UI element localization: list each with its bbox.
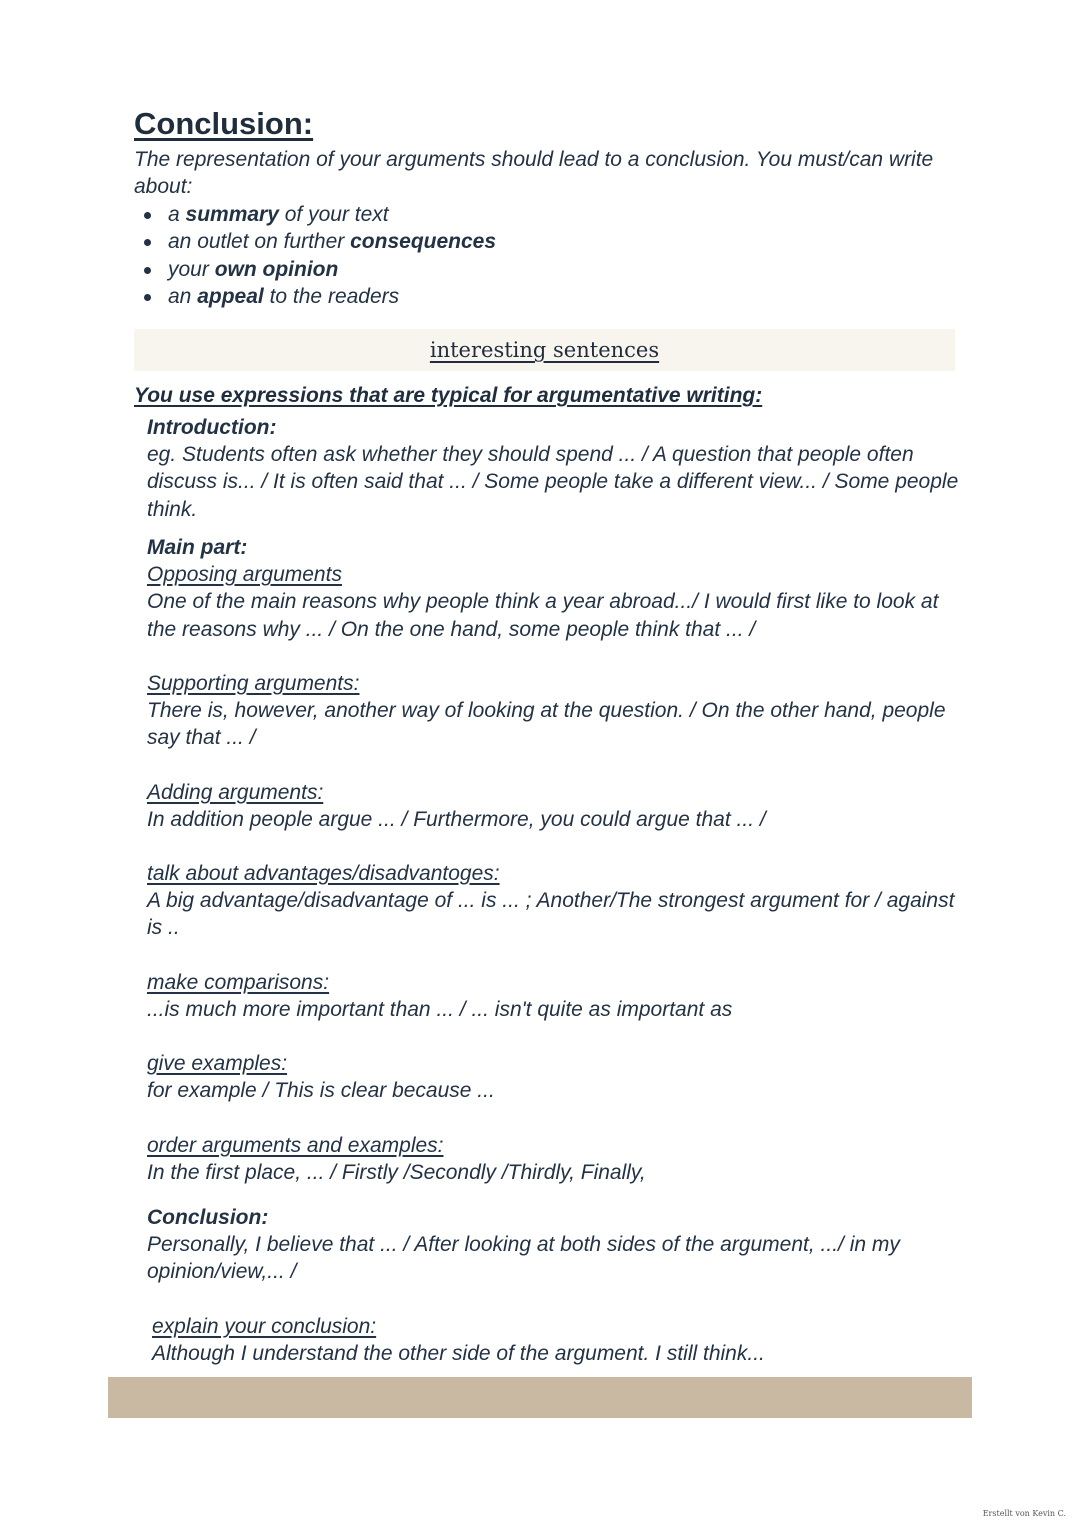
introduction-block [147,414,967,523]
list-item: an appeal to the readers [134,283,496,310]
order-block [147,1132,967,1186]
examples-block [147,1050,967,1104]
comparisons-block [147,969,967,1023]
order-label: order arguments and examples: [147,1134,444,1157]
examples-label: give examples: [147,1052,288,1075]
conclusion-phrases-block [147,1204,967,1286]
explain-block [152,1313,972,1367]
opposing-label: Opposing arguments [147,563,342,587]
supporting-block [147,670,967,752]
banner-label: interesting sentences [429,338,660,362]
main-part-block [147,534,967,643]
order-text: In the first place, ... / Firstly /Secondly /Thirdly, Finally, [147,1161,646,1185]
explain-text: Although I understand the other side of the argument. I still think... [152,1342,765,1366]
comparisons-label: make comparisons: [147,971,330,994]
introduction-label: Introduction: [147,416,277,439]
advantages-label: talk about advantages/disadvantoges: [147,862,500,885]
examples-text: for example / This is clear because ... [147,1079,495,1103]
advantages-block [147,860,967,942]
adding-label: Adding arguments: [147,781,324,804]
adding-block [147,779,967,833]
expressions-heading: You use expressions that are typical for argumentative writing: [134,384,763,407]
main-part-label: Main part: [147,536,248,559]
list-item: a summary of your text [134,201,496,228]
list-item: an outlet on further consequences [134,228,496,255]
section-banner [134,329,955,371]
supporting-label: Supporting arguments: [147,672,360,695]
comparisons-text: ...is much more important than ... / ... isn't quite as important as [147,998,733,1022]
introduction-text: eg. Students often ask whether they should spend ... / A question that people often discuss is... / It is often said that ... / Some people take a different view... / Some people think. [147,443,959,521]
author-credit: Erstellt von Kevin C. [982,1509,1066,1518]
supporting-text: There is, however, another way of looking at the question. / On the other hand, people say that ... / [147,699,946,750]
adding-text: In addition people argue ... / Furthermore, you could argue that ... / [147,808,766,832]
conclusion-intro: The representation of your arguments should lead to a conclusion. You must/can write about: [134,148,934,198]
explain-label: explain your conclusion: [152,1315,377,1338]
list-item: your own opinion [134,256,496,283]
conclusion-phrases-label: Conclusion: [147,1206,269,1229]
conclusion-bullet-list [134,201,496,310]
advantages-text: A big advantage/disadvantage of ... is ... ; Another/The strongest argument for / against is .. [147,889,955,940]
conclusion-title: Conclusion: [134,106,314,141]
footer-bar [108,1377,972,1418]
opposing-text: One of the main reasons why people think a year abroad.../ I would first like to look at the reasons why ... / On the one hand, some people think that ... / [147,590,939,641]
conclusion-phrases-text: Personally, I believe that ... / After looking at both sides of the argument, .../ in my opinion/view,... / [147,1233,900,1284]
